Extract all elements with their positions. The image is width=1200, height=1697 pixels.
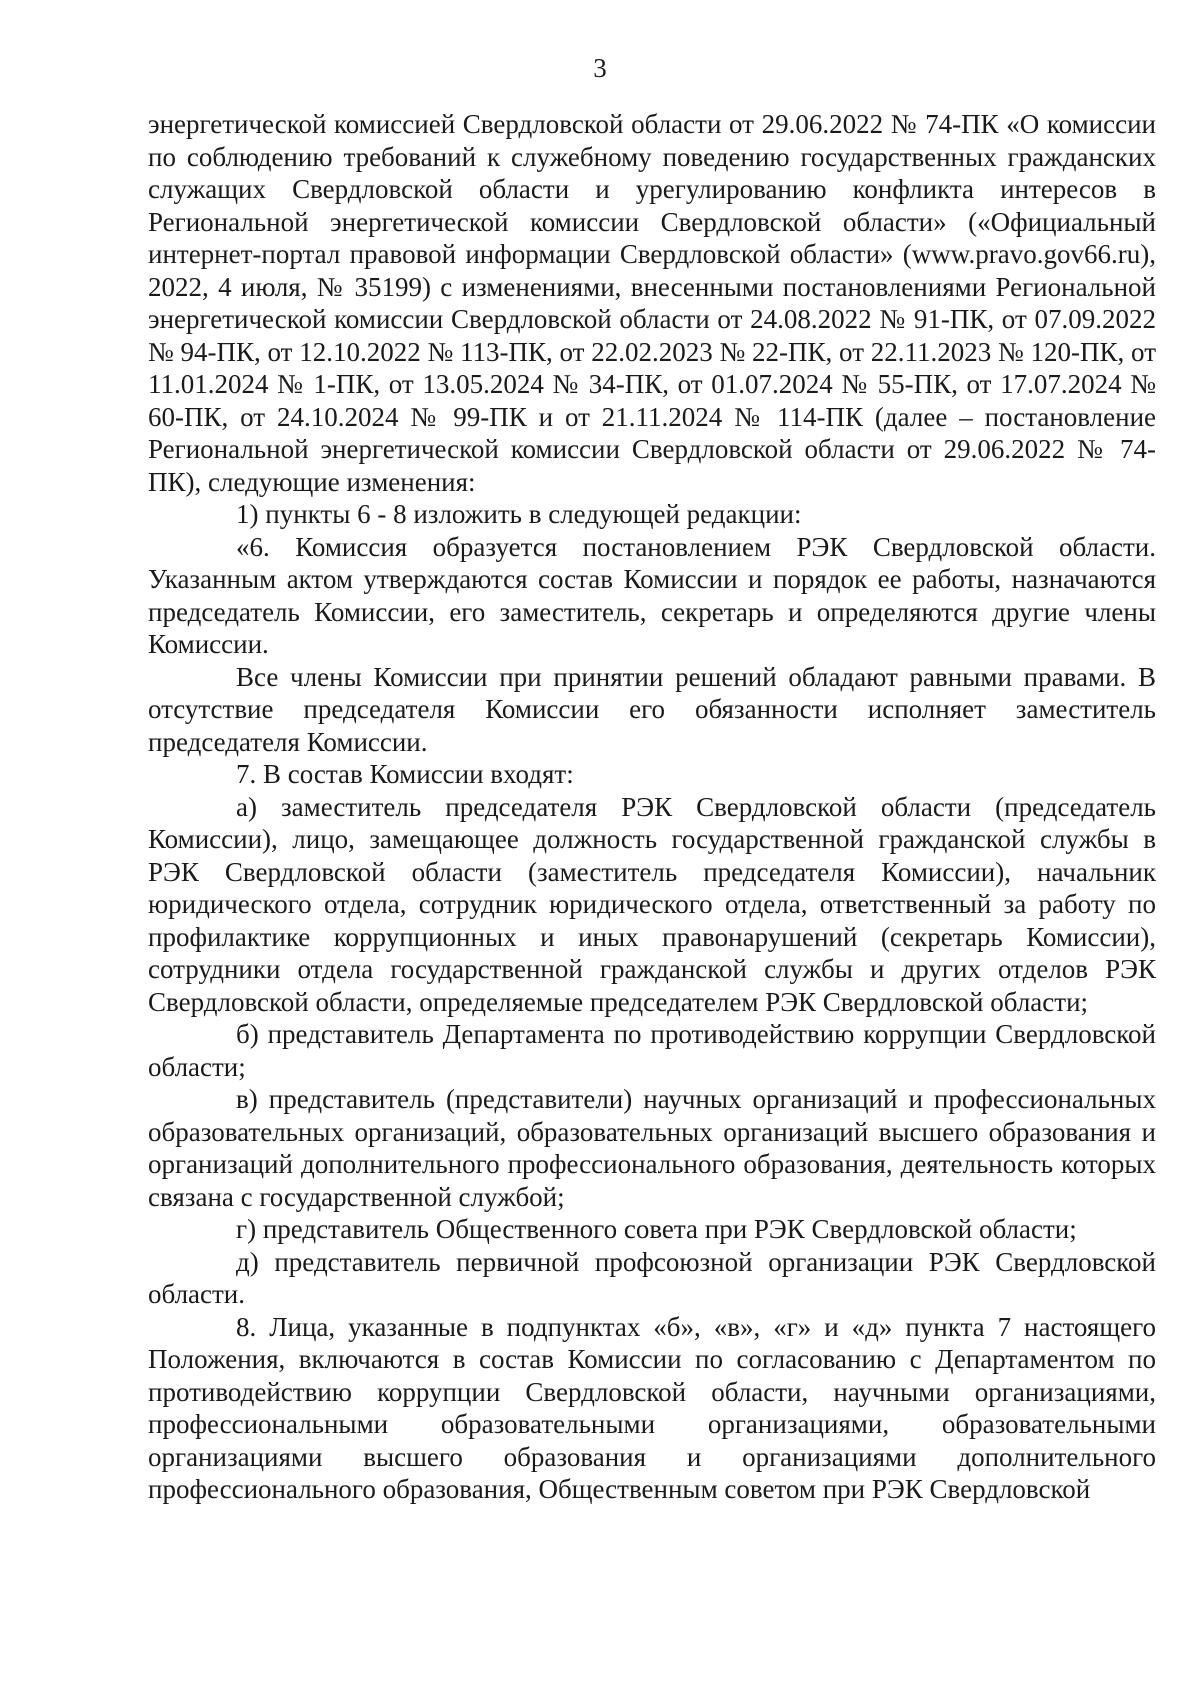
page-number: 3	[593, 53, 607, 83]
paragraph-intro-continuation: энергетической комиссией Свердловской области от 29.06.2022 № 74-ПК «О комиссии по соблюдению требований к служебному поведению государственных гражданских служащих Свердловской области и урегулированию конфликта интересов в Региональной энергетической комиссии Свердловской области» («Официальный интернет-портал правовой информации Свердловской области» (www.pravo.gov66.ru), 2022, 4 июля, № 35199) с изменениями, внесенными постановлениями Региональной энергетической комиссии Свердловской области от 24.08.2022 № 91-ПК, от 07.09.2022 № 94-ПК, от 12.10.2022 № 113-ПК, от 22.02.2023 № 22-ПК, от 22.11.2023 № 120-ПК, от 11.01.2024 № 1-ПК, от 13.05.2024 № 34-ПК, от 01.07.2024 № 55-ПК, от 17.07.2024 № 60-ПК, от 24.10.2024 № 99-ПК и от 21.11.2024 № 114-ПК (далее – постановление Региональной энергетической комиссии Свердловской области от 29.06.2022 № 74-ПК), следующие изменения:	[148, 109, 1156, 497]
paragraph-clause-6: «6. Комиссия образуется постановлением РЭК Свердловской области. Указанным актом утверждаются состав Комиссии и порядок ее работы, назначаются председатель Комиссии, его заместитель, секретарь и определяются другие члены Комиссии.	[148, 531, 1156, 659]
paragraph-clause-8: 8. Лица, указанные в подпунктах «б», «в», «г» и «д» пункта 7 настоящего Положения, включаются в состав Комиссии по согласованию с Департаментом по противодействию коррупции Свердловской области, научными организациями, профессиональными образовательными организациями, образовательными организациями высшего образования и организациями дополнительного профессионального образования, Общественным советом при РЭК Свердловской	[148, 1311, 1156, 1504]
document-body	[148, 108, 1156, 1506]
paragraph-item-1: 1) пункты 6 - 8 изложить в следующей редакции:	[236, 499, 802, 529]
paragraph-clause-7: 7. В состав Комиссии входят:	[236, 759, 574, 789]
paragraph-clause-6-equal-rights: Все члены Комиссии при принятии решений обладают равными правами. В отсутствие председателя Комиссии его обязанности исполняет заместитель председателя Комиссии.	[148, 661, 1156, 757]
paragraph-subclause-d: д) представитель первичной профсоюзной организации РЭК Свердловской области.	[148, 1246, 1156, 1309]
paragraph-subclause-a: а) заместитель председателя РЭК Свердловской области (председатель Комиссии), лицо, замещающее должность государственной гражданской службы в РЭК Свердловской области (заместитель председателя Комиссии), начальник юридического отдела, сотрудник юридического отдела, ответственный за работу по профилактике коррупционных и иных правонарушений (секретарь Комиссии), сотрудники отдела государственной гражданской службы и других отделов РЭК Свердловской области, определяемые председателем РЭК Свердловской области;	[148, 791, 1156, 1017]
paragraph-subclause-b: б) представитель Департамента по противодействию коррупции Свердловской области;	[148, 1019, 1156, 1082]
paragraph-subclause-g: г) представитель Общественного совета при РЭК Свердловской области;	[236, 1214, 1077, 1244]
paragraph-subclause-v: в) представитель (представители) научных организаций и профессиональных образовательных организаций, образовательных организаций высшего образования и организаций дополнительного профессионального образования, деятельность которых связана с государственной службой;	[148, 1084, 1156, 1212]
